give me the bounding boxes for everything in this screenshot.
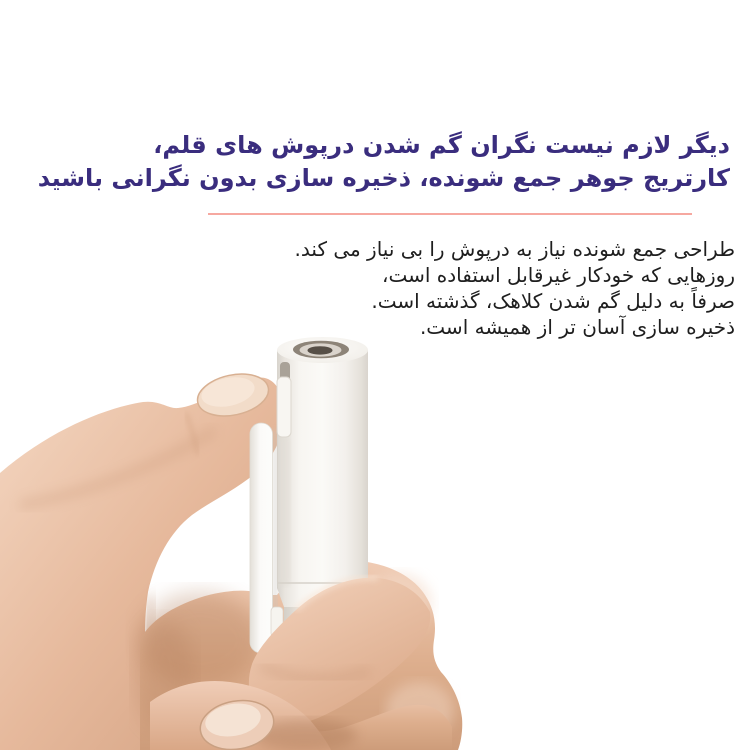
pen-clip <box>250 423 273 653</box>
body-line-3: صرفاً به دلیل گم شدن کلاهک، گذشته است. <box>371 289 735 313</box>
clip-top-anchor <box>277 377 291 437</box>
divider-line <box>208 213 692 215</box>
pen-opening-hole <box>308 346 333 354</box>
body-paragraph <box>295 236 735 340</box>
body-line-1: طراحی جمع شونده نیاز به درپوش را بی نیاز می کند. <box>294 237 735 261</box>
heading-line-1: دیگر لازم نیست نگران گم شدن درپوش های قلم، <box>153 131 730 159</box>
page-title <box>38 129 730 195</box>
product-photo <box>0 335 470 750</box>
heading-line-2: کارتریج جوهر جمع شونده، ذخیره سازی بدون نگرانی باشید <box>37 164 730 192</box>
body-line-4: ذخیره سازی آسان تر از همیشه است. <box>419 315 735 339</box>
body-line-2: روزهایی که خودکار غیرقابل استفاده است، <box>381 263 735 287</box>
